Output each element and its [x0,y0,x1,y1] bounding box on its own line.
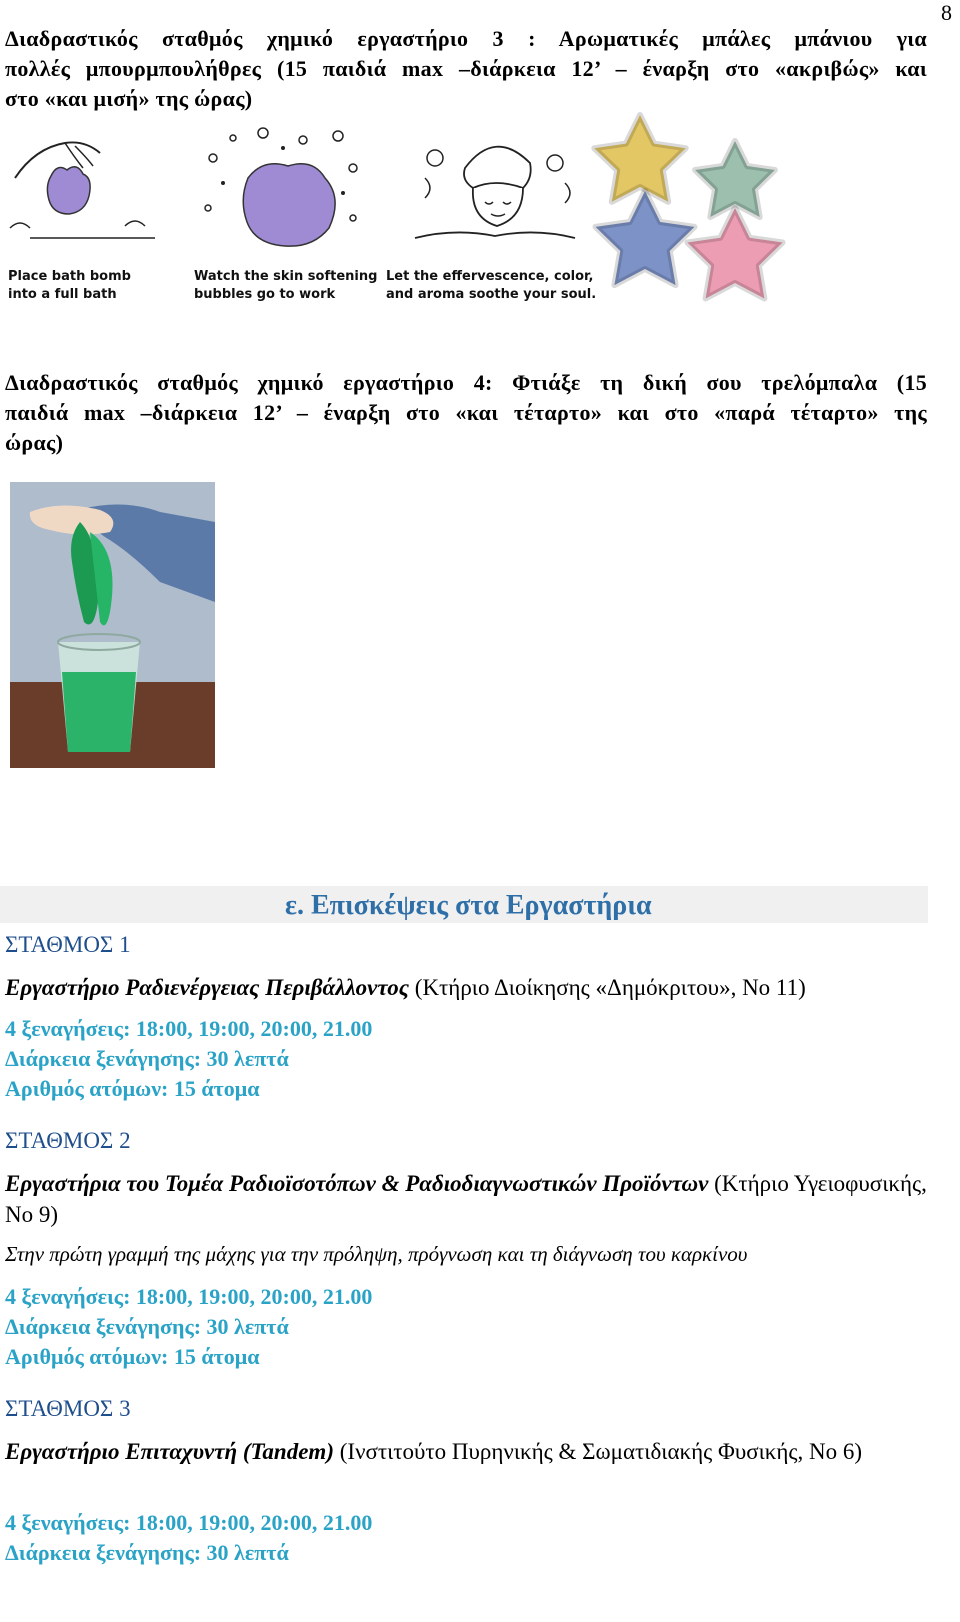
yellow-star-bath-bomb [594,115,685,202]
station-1-heading: ΣΤΑΘΜΟΣ 1 [5,932,131,957]
workshop-4-title-line-3: ώρας) [5,430,64,455]
station-2-heading: ΣΤΑΘΜΟΣ 2 [5,1128,131,1153]
station-1-tours: 4 ξεναγήσεις: 18:00, 19:00, 20:00, 21.00 [5,1016,373,1041]
station-3-info [5,1508,372,1568]
workshop-3-title-line-1: Διαδραστικός σταθμός χημικό εργαστήριο 3 : Αρωματικές μπάλες μπάνιου για [5,26,927,51]
caption-1-line-2: into a full bath [8,287,117,302]
relaxing-person-illustration [405,118,585,268]
station-3-lab [5,1436,927,1467]
station-2-info [5,1282,372,1372]
workshop-4-title [5,368,927,458]
bubbles-illustration [193,118,368,268]
station-2-tours: 4 ξεναγήσεις: 18:00, 19:00, 20:00, 21.00 [5,1284,373,1309]
caption-2-line-1: Watch the skin softening [194,269,378,284]
caption-2 [194,268,377,304]
station-2-lab-name: Εργαστήρια του Τομέα Ραδιοϊσοτόπων & Ραδιοδιαγνωστικών Προϊόντων [5,1171,709,1196]
station-1-capacity: Αριθμός ατόμων: 15 άτομα [5,1076,260,1101]
pink-star-bath-bomb [687,208,782,299]
station-2-location: (Κτήριο Υγειοφυσικής, Νο 9) [5,1171,927,1227]
station-3-location: (Ινστιτούτο Πυρηνικής & Σωματιδιακής Φυσικής, Νο 6) [334,1439,863,1464]
caption-1 [8,268,131,304]
station-1-lab [5,972,927,1003]
caption-3-line-1: Let the effervescence, color, [386,269,594,284]
station-1-info [5,1014,372,1104]
station-1-duration: Διάρκεια ξενάγησης: 30 λεπτά [5,1046,289,1071]
station-1-lab-name: Εργαστήριο Ραδιενέργειας Περιβάλλοντος [5,975,410,1000]
bath-bomb-into-bath-illustration [5,118,185,268]
caption-1-line-1: Place bath bomb [8,269,131,284]
page-number: 8 [941,0,952,25]
station-2-subtitle: Στην πρώτη γραμμή της μάχης για την πρόληψη, πρόγνωση και τη διάγνωση του καρκίνου [5,1242,748,1266]
caption-2-line-2: bubbles go to work [194,287,336,302]
station-3-heading: ΣΤΑΘΜΟΣ 3 [5,1396,131,1421]
section-title: ε. Επισκέψεις στα Εργαστήρια [285,890,652,921]
workshop-3-title-line-2: πολλές μπουρμπουλήθρες (15 παιδιά max –διάρκεια 12’ – έναρξη στο «ακριβώς» και [5,56,927,81]
workshop-3-title [5,24,927,114]
workshop-3-title-line-3: στο «και μισή» της ώρας) [5,86,253,111]
workshop-4-title-line-2: παιδιά max –διάρκεια 12’ – έναρξη στο «και τέταρτο» και στο «παρά τέταρτο» της [5,400,927,425]
caption-3 [386,268,596,304]
workshop-4-title-line-1: Διαδραστικός σταθμός χημικό εργαστήριο 4: Φτιάξε τη δική σου τρελόμπαλα (15 [5,370,927,395]
station-2-capacity: Αριθμός ατόμων: 15 άτομα [5,1344,260,1369]
star-bath-bombs-photo [590,108,800,308]
station-1-location: (Κτήριο Διοίκησης «Δημόκριτου», Νο 11) [409,975,806,1000]
blue-star-bath-bomb [596,191,695,285]
caption-3-line-2: and aroma soothe your soul. [386,287,597,302]
station-2-lab [5,1168,927,1230]
slime-photo [10,482,215,768]
station-2-duration: Διάρκεια ξενάγησης: 30 λεπτά [5,1314,289,1339]
station-3-duration: Διάρκεια ξενάγησης: 30 λεπτά [5,1540,289,1565]
station-3-lab-name: Εργαστήριο Επιταχυντή (Tandem) [5,1439,334,1464]
station-3-tours: 4 ξεναγήσεις: 18:00, 19:00, 20:00, 21.00 [5,1510,373,1535]
